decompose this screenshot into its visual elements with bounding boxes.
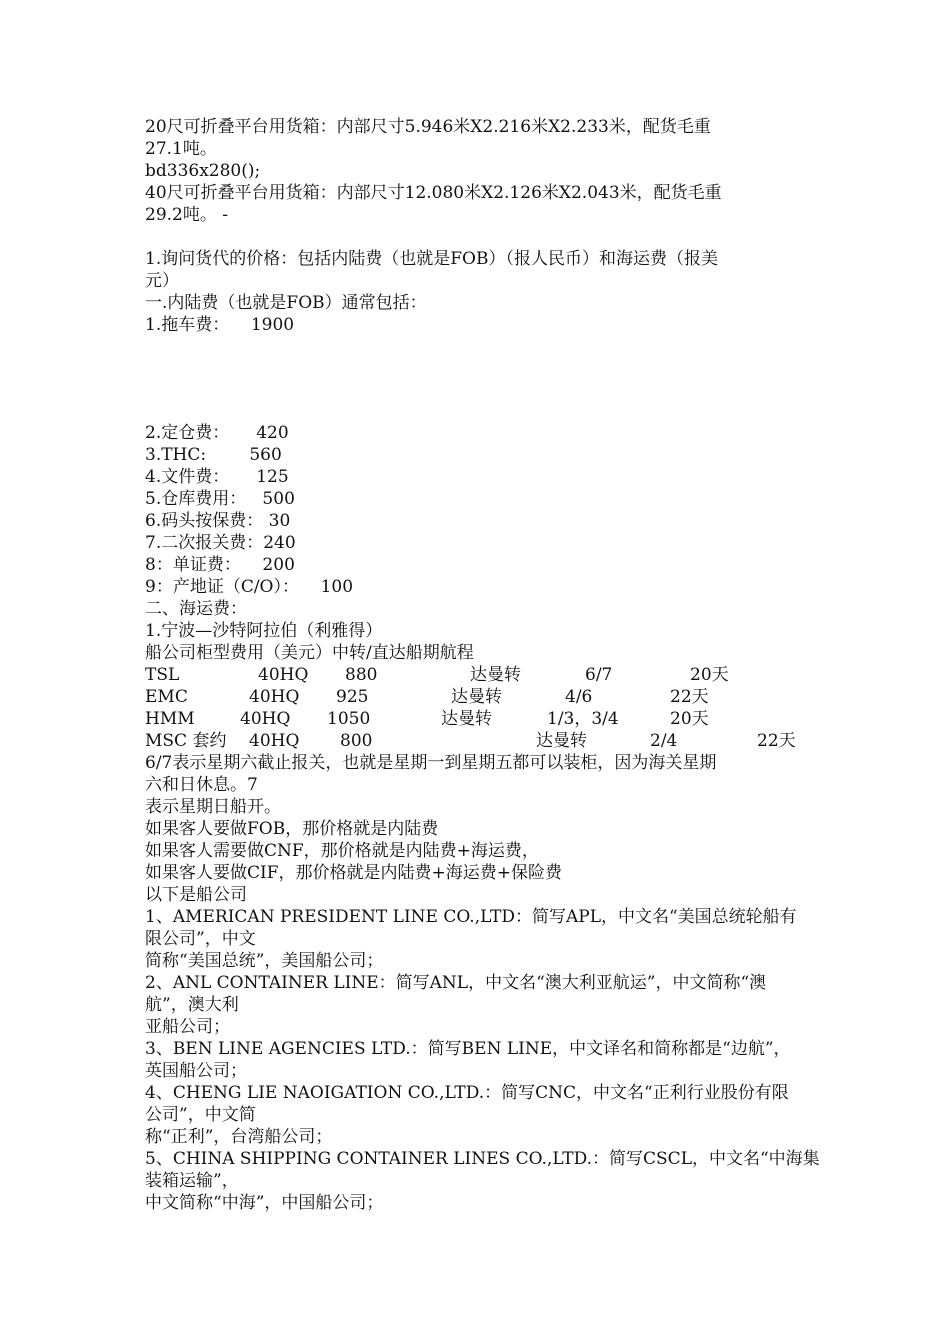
table-header: 船公司柜型费用（美元）中转/直达船期航程: [145, 643, 474, 663]
cell-transit: 达曼转: [536, 731, 587, 751]
cell-schedule: 2/4: [650, 731, 678, 751]
carrier-line: 简称“美国总统”，美国船公司；: [145, 951, 384, 971]
intro-line: 27.1吨。: [145, 139, 217, 159]
cell-fee: 1050: [327, 709, 371, 729]
carrier-line: 5、CHINA SHIPPING CONTAINER LINES CO.,LTD.：简写CSCL，中文名“中海集: [145, 1149, 820, 1169]
cell-schedule: 6/7: [585, 665, 613, 685]
table-row: [145, 708, 815, 730]
intro-line: 40尺可折叠平台用货箱：内部尺寸12.080米X2.126米X2.043米，配货毛重: [145, 183, 722, 203]
cell-transit: 达曼转: [470, 665, 521, 685]
cell-fee: 925: [336, 687, 369, 707]
table-row: [145, 686, 815, 708]
fee-item: 5.仓库费用： 500: [145, 489, 295, 509]
carrier-line: 航”，澳大利: [145, 995, 239, 1015]
cell-company: EMC: [145, 687, 188, 707]
notes-and-carriers: [145, 752, 820, 1214]
fee-item: 4.文件费： 125: [145, 467, 289, 487]
fee-item: 1.拖车费： 1900: [145, 315, 295, 335]
cell-container-type: 40HQ: [240, 709, 291, 729]
section-line: 1.询问货代的价格：包括内陆费（也就是FOB）（报人民币）和海运费（报美: [145, 249, 718, 269]
note-line: 表示星期日船开。: [145, 797, 281, 817]
carrier-line: 英国船公司；: [145, 1061, 247, 1081]
carrier-line: 4、CHENG LIE NAOIGATION CO.,LTD.：简写CNC，中文名“正利行业股份有限: [145, 1083, 789, 1103]
fee-item: 6.码头按保费： 30: [145, 511, 291, 531]
fee-item: 7.二次报关费：240: [145, 533, 296, 553]
note-line: 6/7表示星期六截止报关，也就是星期一到星期五都可以装柜，因为海关星期: [145, 753, 717, 773]
shipping-table: [145, 664, 815, 752]
cell-company: TSL: [145, 665, 180, 685]
fee-list: [145, 422, 805, 664]
table-row: [145, 664, 815, 686]
route-title: 1.宁波—沙特阿拉伯（利雅得）: [145, 621, 383, 641]
note-line: 如果客人需要做CNF，那价格就是内陆费+海运费，: [145, 841, 539, 861]
cell-days: 22天: [670, 687, 709, 707]
cell-fee: 800: [340, 731, 373, 751]
section-line: 元）: [145, 271, 179, 291]
fee-item: 2.定仓费： 420: [145, 423, 289, 443]
intro-line: 20尺可折叠平台用货箱：内部尺寸5.946米X2.216米X2.233米，配货毛重: [145, 117, 711, 137]
cell-transit: 达曼转: [451, 687, 502, 707]
carrier-line: 3、BEN LINE AGENCIES LTD.：简写BEN LINE，中文译名和简称都是“边航”，: [145, 1039, 791, 1059]
cell-schedule: 1/3，3/4: [547, 709, 619, 729]
cell-days: 20天: [690, 665, 729, 685]
note-line: 如果客人要做FOB，那价格就是内陆费: [145, 819, 439, 839]
fee-item: 8：单证费： 200: [145, 555, 295, 575]
cell-company: MSC 套约: [145, 731, 227, 751]
carrier-line: 中文简称“中海”，中国船公司；: [145, 1193, 384, 1213]
cell-container-type: 40HQ: [249, 731, 300, 751]
cell-days: 22天: [757, 731, 796, 751]
table-row: [145, 730, 815, 752]
cell-company: HMM: [145, 709, 195, 729]
cell-container-type: 40HQ: [249, 687, 300, 707]
intro-line: 29.2吨。 -: [145, 205, 228, 225]
note-line: 六和日休息。7: [145, 775, 258, 795]
cell-schedule: 4/6: [565, 687, 593, 707]
carrier-line: 装箱运输”，: [145, 1171, 239, 1191]
container-intro: [145, 116, 805, 226]
fee-item: 3.THC: 560: [145, 445, 282, 465]
carrier-line: 称“正利”，台湾船公司；: [145, 1127, 333, 1147]
intro-line: bd336x280();: [145, 161, 261, 181]
price-inquiry-section: [145, 248, 805, 336]
carrier-line: 亚船公司；: [145, 1017, 230, 1037]
note-line: 以下是船公司: [145, 885, 247, 905]
cell-container-type: 40HQ: [258, 665, 309, 685]
section-heading: 一.内陆费（也就是FOB）通常包括：: [145, 293, 427, 313]
cell-transit: 达曼转: [441, 709, 492, 729]
note-line: 如果客人要做CIF，那价格就是内陆费+海运费+保险费: [145, 863, 563, 883]
cell-days: 20天: [670, 709, 709, 729]
fee-item: 9：产地证（C/O）： 100: [145, 577, 354, 597]
cell-fee: 880: [345, 665, 378, 685]
carrier-line: 公司”，中文简: [145, 1105, 256, 1125]
carrier-line: 2、ANL CONTAINER LINE：简写ANL，中文名“澳大利亚航运”，中文简称“澳: [145, 973, 767, 993]
carrier-line: 1、AMERICAN PRESIDENT LINE CO.,LTD：简写APL，中文名“美国总统轮船有: [145, 907, 797, 927]
section-heading: 二、海运费：: [145, 599, 247, 619]
carrier-line: 限公司”，中文: [145, 929, 256, 949]
